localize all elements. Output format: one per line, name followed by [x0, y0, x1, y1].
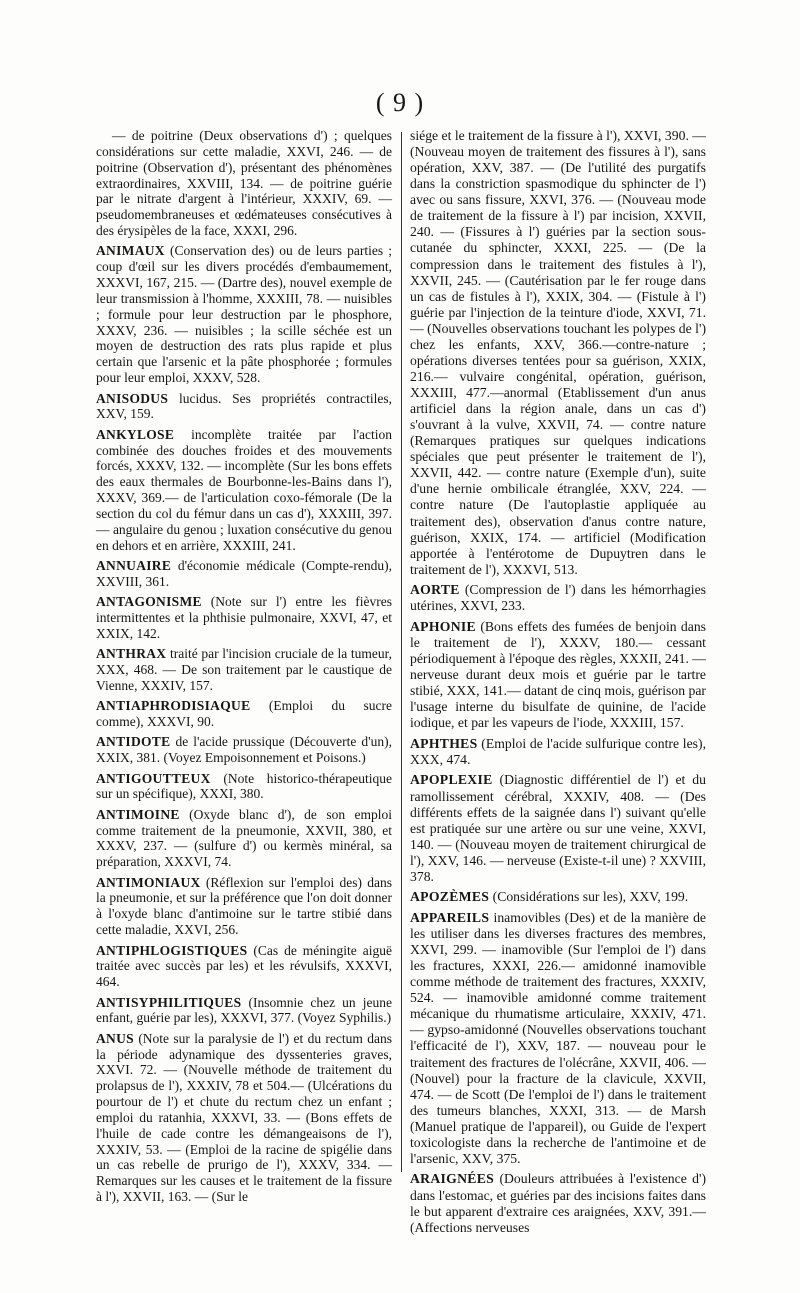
- entry-headword: ANTIGOUTTEUX: [96, 770, 211, 786]
- index-entry: [96, 243, 392, 386]
- column-divider: [401, 132, 402, 1172]
- index-entry: [96, 594, 392, 642]
- left-column: [96, 128, 392, 1210]
- index-entry: [410, 582, 706, 614]
- entry-headword: APOPLEXIE: [410, 772, 493, 788]
- entry-headword: ANTIDOTE: [96, 734, 171, 750]
- index-entry: [96, 734, 392, 766]
- index-entry: [96, 128, 392, 239]
- index-entry: [96, 558, 392, 590]
- index-entry: [410, 128, 706, 578]
- entry-headword: ANTIPHLOGISTIQUES: [96, 942, 248, 958]
- entry-headword: AORTE: [410, 582, 460, 598]
- entry-text: lucidus. Ses propriétés contractiles, XXV, 159.: [96, 390, 392, 422]
- entry-headword: ANTIMONIAUX: [96, 874, 201, 890]
- page-number: ( 9 ): [375, 88, 425, 117]
- entry-headword: ANUS: [96, 1030, 134, 1046]
- entry-headword: ANTIAPHRODISIAQUE: [96, 698, 251, 714]
- entry-text: (Réflexion sur l'emploi des) dans la pneumonie, et sur la préférence que l'on doit donner à l'oxyde blanc d'antimoine sur le tartre stibié dans cette maladie, XXVI, 256.: [96, 874, 392, 938]
- entry-text: (Cas de méningite aiguë traitée avec succès par les) et les révulsifs, XXXVI, 464.: [96, 942, 392, 990]
- entry-text: (Note historico-thérapeutique sur un spécifique), XXXI, 380.: [96, 770, 392, 802]
- index-entry: [96, 646, 392, 694]
- entry-text: (Oxyde blanc d'), de son emploi comme traitement de la pneumonie, XXVII, 380, et XXXV, 237. — (sulfure d') ou kermès minéral, sa préparation, XXXVI, 74.: [96, 806, 393, 870]
- entry-headword: ANIMAUX: [96, 243, 165, 259]
- entry-text: d'économie médicale (Compte-rendu), XXVIII, 361.: [96, 557, 392, 589]
- entry-text: (Diagnostic différentiel de l') et du ramollissement cérébral, XXXIV, 408. — (Des différents effets de la saignée dans l') suivant qu'elle est pratiquée sur une artère ou sur une veine, XXVI, 140. — (Nouveau moyen de traitement chirurgical de l'), XXV, 146. — nerveuse (Existe-t-il une) ? XXVIII, 378.: [410, 772, 706, 884]
- entry-headword: ANISODUS: [96, 390, 169, 406]
- index-entry: [96, 875, 392, 938]
- entry-text: (Emploi de l'acide sulfurique contre les), XXX, 474.: [410, 735, 706, 767]
- index-entry: [410, 736, 706, 768]
- right-column: [410, 128, 706, 1240]
- entry-headword: APPAREILS: [410, 909, 490, 925]
- index-entry: [96, 698, 392, 730]
- entry-text: de l'acide prussique (Découverte d'un), XXIX, 381. (Voyez Empoisonnement et Poisons.): [96, 734, 392, 766]
- entry-text: (Note sur la paralysie de l') et du rectum dans la période adynamique des dyssenteries graves, XXVI. 72. — (Nouvelle méthode de traitement du prolapsus de l'), XXXIV, 78 et 504.— (Ulcérations du pourtour de l') et chute du rectum chez un enfant ; emploi du ratanhia, XXXVI, 33. — (Bons effets de l'huile de cade contre les démangeaisons de l'), XXXIV, 53. — (Emploi de la racine de spigélie dans un cas rebelle de prurigo de l'), XXXV, 334. — Remarques sur les causes et le traitement de la fissure à l'), XXVII, 163. — (Sur le: [96, 1030, 392, 1205]
- entry-headword: ANTHRAX: [96, 646, 167, 662]
- entry-text: incomplète traitée par l'action combinée des douches froides et des mouvements forcés, XXXV, 132. — incomplète (Sur les bons effets des eaux thermales de Bourbonne-les-Bains dans l'), XXXV, 369.— de l'articulation coxo-fémorale (De la section du col du fémur dans un cas d'), XXXIII, 397. — angulaire du genou ; luxation consécutive du genou en dehors et en arrière, XXXIII, 241.: [96, 426, 393, 553]
- index-entry: [410, 889, 706, 905]
- entry-text: traité par l'incision cruciale de la tumeur, XXX, 468. — De son traitement par le caustique de Vienne, XXXIV, 157.: [96, 646, 392, 693]
- index-entry: [410, 1171, 706, 1235]
- entry-text: — de poitrine (Deux observations d') ; quelques considérations sur cette maladie, XXVI, 246. — de poitrine (Observation d'), présentant des phénomènes extraordinaires, XXVIII, 134. — de poitrine guérie par le nitrate d'argent à l'intérieur, XXXIV, 69. — pseudomembraneuses et œdémateuses consécutives à des érysipèles de la face, XXXI, 296.: [96, 128, 392, 239]
- entry-text: (Bons effets des fumées de benjoin dans le traitement de l'), XXXV, 180.— cessant périodiquement à l'époque des règles, XXXII, 241. — nerveuse durant deux mois et guérie par le tartre stibié, XXX, 141.— datant de cinq mois, guérison par l'usage interne du bisulfate de quinine, de l'acide iodique, et par les vapeurs de l'iode, XXXIII, 157.: [410, 618, 707, 731]
- entry-headword: ANTAGONISME: [96, 594, 202, 610]
- entry-headword: APOZÈMES: [410, 889, 490, 905]
- index-entry: [96, 771, 392, 803]
- index-entry: [410, 910, 706, 1167]
- entry-text: inamovibles (Des) et de la manière de les utiliser dans les diverses fractures des membres, XXVI, 299. — inamovible (Sur l'emploi de l') dans les fractures, XXXI, 226.— amidonné inamovible comme méthode de traitement des fractures, XXXIV, 524. — inamovible amidonné comme traitement mécanique du rhumatisme articulaire, XXXIV, 471. — gypso-amidonné (Nouvelles observations touchant l'efficacité de l'), XXV, 187. — nouveau pour le traitement des fractures de l'olécrâne, XXVII, 406. — (Nouvel) pour la fracture de la clavicule, XXVII, 474. — de Scott (De l'emploi de l') dans le traitement des tumeurs blanches, XXXI, 313. — de Marsh (Manuel pratique de l'appareil), ou Guide de l'expert toxicologiste dans la recherche de l'antimoine et de l'arsenic, XXV, 375.: [410, 909, 706, 1166]
- entry-headword: APHTHES: [410, 735, 478, 751]
- entry-text: (Compression de l') dans les hémorrhagies utérines, XXVI, 233.: [410, 582, 707, 614]
- index-entry: [96, 995, 392, 1027]
- index-entry: [96, 391, 392, 423]
- entry-headword: ANTISYPHILITIQUES: [96, 994, 242, 1010]
- entry-headword: ANKYLOSE: [96, 426, 175, 442]
- entry-text: (Considérations sur les), XXV, 199.: [492, 889, 689, 905]
- entry-headword: ARAIGNÉES: [410, 1171, 495, 1187]
- entry-text: (Emploi du sucre comme), XXXVI, 90.: [96, 698, 392, 730]
- entry-text: (Insomnie chez un jeune enfant, guérie par les), XXXVI, 377. (Voyez Syphilis.): [96, 994, 393, 1026]
- index-entry: [410, 619, 706, 731]
- entry-headword: ANTIMOINE: [96, 806, 180, 822]
- index-entry: [96, 943, 392, 991]
- entry-text: siége et le traitement de la fissure à l'), XXVI, 390. — (Nouveau moyen de traitement des fissures à l'), sans opération, XXV, 387. — (De l'utilité des purgatifs dans la constriction spasmodique du sphincter de l') avec ou sans fissure, XXVI, 376. — (Nouveau mode de traitement de la fissure à l') par incision, XXVII, 240. — (Fissures à l') guéries par la section sous-cutanée du sphincter, XXXI, 225. — (De la compression dans le traitement des fistules à l'), XXVII, 245. — (Cautérisation par le fer rouge dans un cas de fistules à l'), XXIX, 304. — (Fistule à l') guérie par l'injection de la teinture d'iode, XXVI, 71. — (Nouvelles observations touchant les polypes de l') chez les enfants, XXV, 366.—contre-nature ; opérations diverses tentées pour sa guérison, XXIX, 216.— vulvaire congénital, opération, guérison, XXXIII, 477.—anormal (Etablissement d'un anus artificiel dans la région anale, dans un cas d') s'ouvrant à la vulve, XXVII, 74. — contre nature (Remarques pratiques sur quelques indications spéciales que peut présenter le traitement de l'), XXVII, 442. — contre nature (Exemple d'un), suite d'une hernie ombilicale étranglée, XXV, 224. — contre nature (De l'autoplastie appliquée au traitement des), observation d'anus contre nature, guérison, XXIX, 174. — artificiel (Modification apportée à l'entérotome de Dupuytren dans le traitement de l'), XXXVI, 513.: [410, 128, 706, 577]
- entry-headword: APHONIE: [410, 618, 476, 634]
- index-entry: [96, 807, 392, 870]
- index-entry: [96, 427, 392, 554]
- entry-text: (Douleurs attribuées à l'existence d') dans l'estomac, et guéries par des incisions faites dans le but apparent d'extraire ces araignées, XXV, 391.— (Affections nerveuses: [410, 1171, 707, 1235]
- entry-text: (Note sur l') entre les fièvres intermittentes et la phthisie pulmonaire, XXVI, 47, et XXIX, 142.: [96, 594, 393, 641]
- index-entry: [96, 1031, 392, 1205]
- entry-text: (Conservation des) ou de leurs parties ; coup d'œil sur les divers procédés d'embaumement, XXXVI, 167, 215. — (Dartre des), nouvel exemple de leur transmission à l'homme, XXXIII, 78. — nuisibles ; formule pour leur destruction par le phosphore, XXXV, 236. — nuisibles ; la scille séchée est un moyen de destruction des rats plus rapide et plus certain que l'arsenic et la pâte phosphorée ; formules pour leur emploi, XXXV, 528.: [96, 243, 392, 386]
- index-entry: [410, 772, 706, 884]
- entry-headword: ANNUAIRE: [96, 557, 172, 573]
